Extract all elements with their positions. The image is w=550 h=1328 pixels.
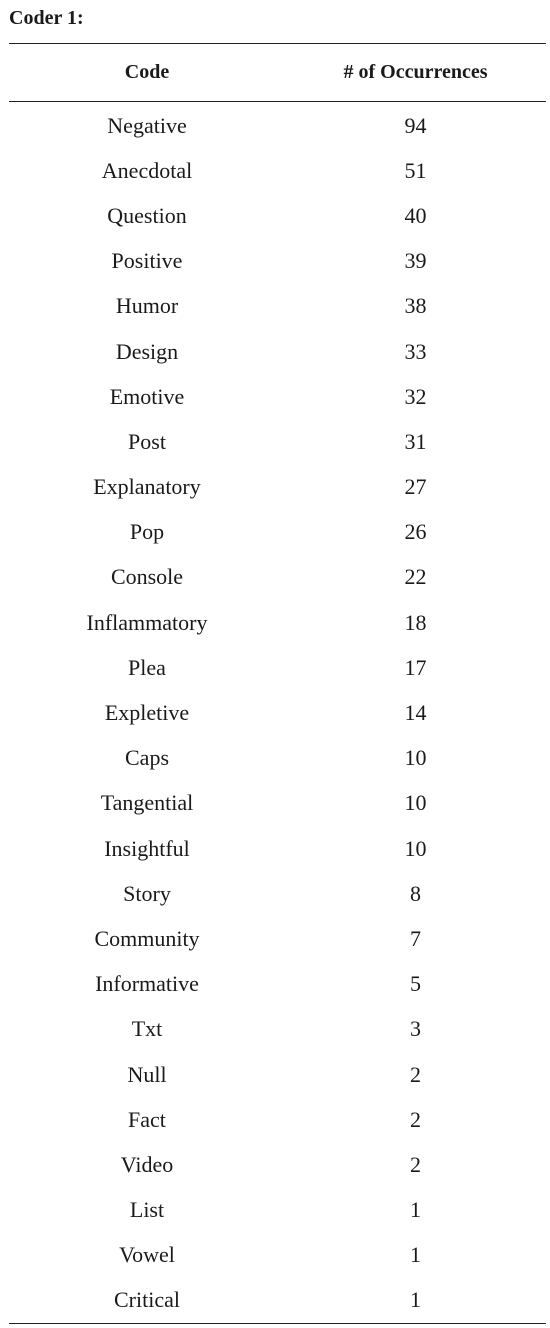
cell-occurrences: 14 — [404, 700, 427, 726]
table-header-rule — [9, 101, 546, 102]
cell-code: Humor — [115, 293, 179, 319]
table-body — [9, 103, 546, 1323]
cell-occurrences: 2 — [410, 1106, 421, 1132]
cell-code: Inflammatory — [86, 609, 208, 635]
table-row — [9, 736, 546, 781]
table-row — [9, 555, 546, 600]
table-row — [9, 374, 546, 419]
cell-code: Insightful — [104, 835, 190, 861]
cell-code: Caps — [125, 745, 169, 771]
column-header-code: Code — [124, 61, 170, 83]
cell-occurrences: 10 — [404, 835, 427, 861]
table-row — [9, 962, 546, 1007]
cell-code: Emotive — [109, 383, 185, 409]
table-row — [9, 1007, 546, 1052]
table-row — [9, 871, 546, 916]
cell-code: Null — [127, 1061, 167, 1087]
table-row — [9, 193, 546, 238]
table-row — [9, 419, 546, 464]
table-bottom-rule — [9, 1323, 546, 1324]
cell-code: Vowel — [119, 1242, 175, 1268]
cell-occurrences: 1 — [410, 1287, 421, 1313]
table-row — [9, 645, 546, 690]
cell-code: Post — [128, 428, 166, 454]
table-row — [9, 690, 546, 735]
cell-code: Console — [110, 564, 184, 590]
table-row — [9, 284, 546, 329]
table-row — [9, 465, 546, 510]
table-row — [9, 103, 546, 148]
cell-occurrences: 5 — [410, 971, 421, 997]
cell-occurrences: 3 — [410, 1016, 421, 1042]
cell-code: Positive — [111, 248, 183, 274]
table-row — [9, 1278, 546, 1323]
cell-occurrences: 10 — [404, 745, 427, 771]
table-row — [9, 239, 546, 284]
cell-occurrences: 27 — [404, 474, 427, 500]
cell-occurrences: 39 — [404, 248, 427, 274]
table-row — [9, 781, 546, 826]
cell-occurrences: 18 — [404, 609, 427, 635]
table-row — [9, 1142, 546, 1187]
column-header-occurrences: # of Occurrences — [343, 61, 488, 83]
cell-occurrences: 2 — [410, 1061, 421, 1087]
table-row — [9, 329, 546, 374]
cell-code: Critical — [114, 1287, 180, 1313]
cell-occurrences: 7 — [410, 925, 421, 951]
cell-code: Tangential — [100, 790, 194, 816]
cell-code: Pop — [129, 519, 165, 545]
cell-occurrences: 8 — [410, 880, 421, 906]
cell-occurrences: 1 — [410, 1197, 421, 1223]
cell-occurrences: 38 — [404, 293, 427, 319]
cell-code: Anecdotal — [101, 157, 193, 183]
cell-code: Design — [115, 338, 179, 364]
cell-code: Informative — [95, 971, 199, 997]
cell-occurrences: 32 — [404, 383, 427, 409]
cell-occurrences: 31 — [404, 428, 427, 454]
cell-code: Video — [120, 1151, 174, 1177]
table-row — [9, 1188, 546, 1233]
cell-occurrences: 22 — [404, 564, 427, 590]
table-header — [9, 44, 546, 101]
table-row — [9, 1097, 546, 1142]
cell-code: Txt — [131, 1016, 163, 1042]
table-row — [9, 1233, 546, 1278]
table-row — [9, 1052, 546, 1097]
cell-occurrences: 94 — [404, 112, 427, 138]
cell-code: Explanatory — [93, 474, 201, 500]
cell-code: Negative — [107, 112, 187, 138]
cell-occurrences: 17 — [404, 654, 427, 680]
cell-occurrences: 2 — [410, 1151, 421, 1177]
cell-code: Expletive — [104, 700, 190, 726]
cell-occurrences: 33 — [404, 338, 427, 364]
cell-code: Fact — [128, 1106, 166, 1132]
cell-code: Question — [107, 202, 187, 228]
cell-occurrences: 10 — [404, 790, 427, 816]
table-row — [9, 826, 546, 871]
table-row — [9, 600, 546, 645]
table-caption: Coder 1: — [9, 7, 84, 29]
cell-occurrences: 1 — [410, 1242, 421, 1268]
table-row — [9, 148, 546, 193]
cell-code: Story — [123, 880, 171, 906]
cell-occurrences: 26 — [404, 519, 427, 545]
table-row — [9, 916, 546, 961]
cell-code: Community — [94, 925, 200, 951]
cell-code: Plea — [128, 654, 166, 680]
cell-occurrences: 40 — [404, 202, 427, 228]
cell-occurrences: 51 — [404, 157, 427, 183]
cell-code: List — [129, 1197, 165, 1223]
table-row — [9, 510, 546, 555]
